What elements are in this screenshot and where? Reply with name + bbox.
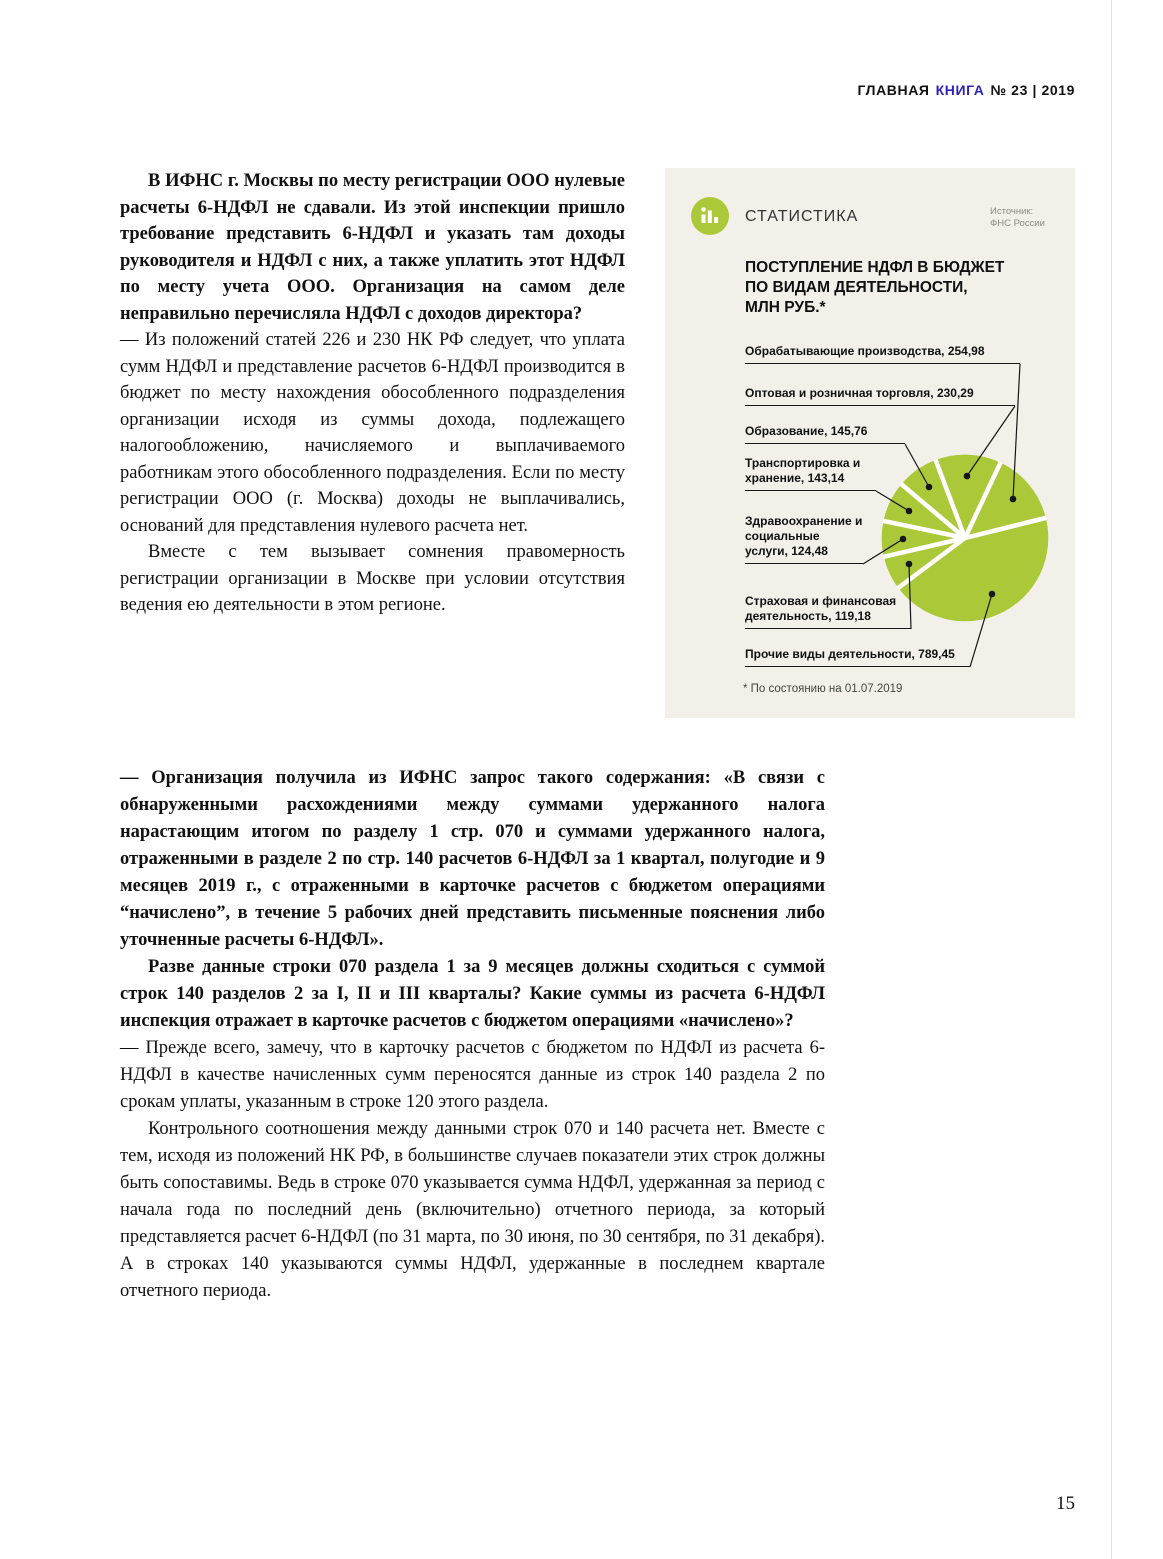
top-section xyxy=(120,168,1075,718)
chart-label: Страховая и финансовая деятельность, 119,18 xyxy=(745,594,911,629)
leader-dot xyxy=(964,473,971,480)
question-paragraph: Разве данные строки 070 раздела 1 за 9 месяцев должны сходиться с суммой строк 140 разделов 2 за I, II и III кварталы? Какие суммы из расчета 6-НДФЛ инспекция отражает в карточке расчетов с бюджетом операциями «начислено»? xyxy=(120,957,825,1031)
masthead xyxy=(857,82,1075,98)
page-edge-rule xyxy=(1111,0,1112,1559)
chart-label: Оптовая и розничная торговля, 230,29 xyxy=(745,386,1015,406)
question-paragraph: — Организация получила из ИФНС запрос такого содержания: «В связи с обнаруженными расхождениями между суммами удержанного налога нарастающим итогом по разделу 1 стр. 070 и суммами удержанного налога, отраженными в разделе 2 по стр. 140 расчетов 6-НДФЛ за 1 квартал, полугодие и 9 месяцев 2019 г., с отраженными в карточке расчетов с бюджетом операциями “начислено”, в течение 5 рабочих дней представить письменные пояснения либо уточненные расчеты 6-НДФЛ». xyxy=(120,768,825,950)
answer-paragraph: — Прежде всего, замечу, что в карточку расчетов с бюджетом по НДФЛ из расчета 6-НДФЛ в качестве начисленных сумм переносятся данные из строк 140 раздела 2 по срокам уплаты, указанным в строке 120 этого раздела. xyxy=(120,1038,825,1112)
answer-paragraph: Вместе с тем вызывает сомнения правомерность регистрации организации в Москве при условии отсутствия ведения ею деятельности в этом регионе. xyxy=(120,542,625,615)
leader-dot xyxy=(906,508,913,515)
bottom-section xyxy=(120,765,825,1305)
brand-black: ГЛАВНАЯ xyxy=(857,82,930,98)
brand-accent: КНИГА xyxy=(935,82,985,98)
issue-label: № 23 | 2019 xyxy=(990,82,1075,98)
chart-label: Прочие виды деятельности, 789,45 xyxy=(745,647,970,667)
bar-chart-icon xyxy=(691,197,729,235)
stats-heading: СТАТИСТИКА xyxy=(745,208,859,225)
left-text-column xyxy=(120,168,625,619)
chart-label: Обрабатывающие производства, 254,98 xyxy=(745,344,1020,364)
chart-footnote: * По состоянию на 01.07.2019 xyxy=(743,683,903,695)
chart-label: Образование, 145,76 xyxy=(745,424,905,444)
leader-dot xyxy=(989,591,996,598)
answer-paragraph: Контрольного соотношения между данными строк 070 и 140 расчета нет. Вместе с тем, исходя из положений НК РФ, в большинстве случаев показатели этих строк должны быть сопоставимы. Ведь в строке 070 указывается сумма НДФЛ, удержанная за период с начала года по последний день (включительно) отчетного периода, за который представляется расчет 6-НДФЛ (по 31 марта, по 30 июня, по 30 сентября, по 31 декабря). А в строках 140 указываются суммы НДФЛ, удержанные в последнем квартале отчетного периода. xyxy=(120,1119,825,1301)
leader-dot xyxy=(906,561,913,568)
chart-title: ПОСТУПЛЕНИЕ НДФЛ В БЮДЖЕТ ПО ВИДАМ ДЕЯТЕЛЬНОСТИ, МЛН РУБ.* xyxy=(745,259,1005,316)
chart-label: Транспортировка и хранение, 143,14 xyxy=(745,456,876,491)
leader-dot xyxy=(900,536,907,543)
page-number: 15 xyxy=(1056,1493,1075,1514)
leader-dot xyxy=(926,484,933,491)
leader-dot xyxy=(1010,496,1017,503)
answer-paragraph: — Из положений статей 226 и 230 НК РФ следует, что уплата сумм НДФЛ и представление расчетов 6-НДФЛ производится в бюджет по месту нахождения обособленного подразделения организации исходя из суммы дохода, подлежащего налогообложению, начисляемого и выплачиваемого работникам этого обособленного подразделения. Если по месту регистрации ООО (г. Москва) доходы не выплачивались, оснований для представления нулевого расчета нет. xyxy=(120,330,625,536)
chart-label: Здравоохранение и социальные услуги, 124,48 xyxy=(745,514,863,564)
statistics-panel xyxy=(665,168,1075,718)
stats-source: Источник: ФНС России xyxy=(990,206,1045,229)
question-paragraph: В ИФНС г. Москвы по месту регистрации ООО нулевые расчеты 6-НДФЛ не сдавали. Из этой инспекции пришло требование представить 6-НДФЛ и указать там доходы руководителя и НДФЛ с них, а также уплатить этот НДФЛ по месту учета ООО. Организация на самом деле неправильно перечисляла НДФЛ с доходов директора? xyxy=(120,171,625,324)
